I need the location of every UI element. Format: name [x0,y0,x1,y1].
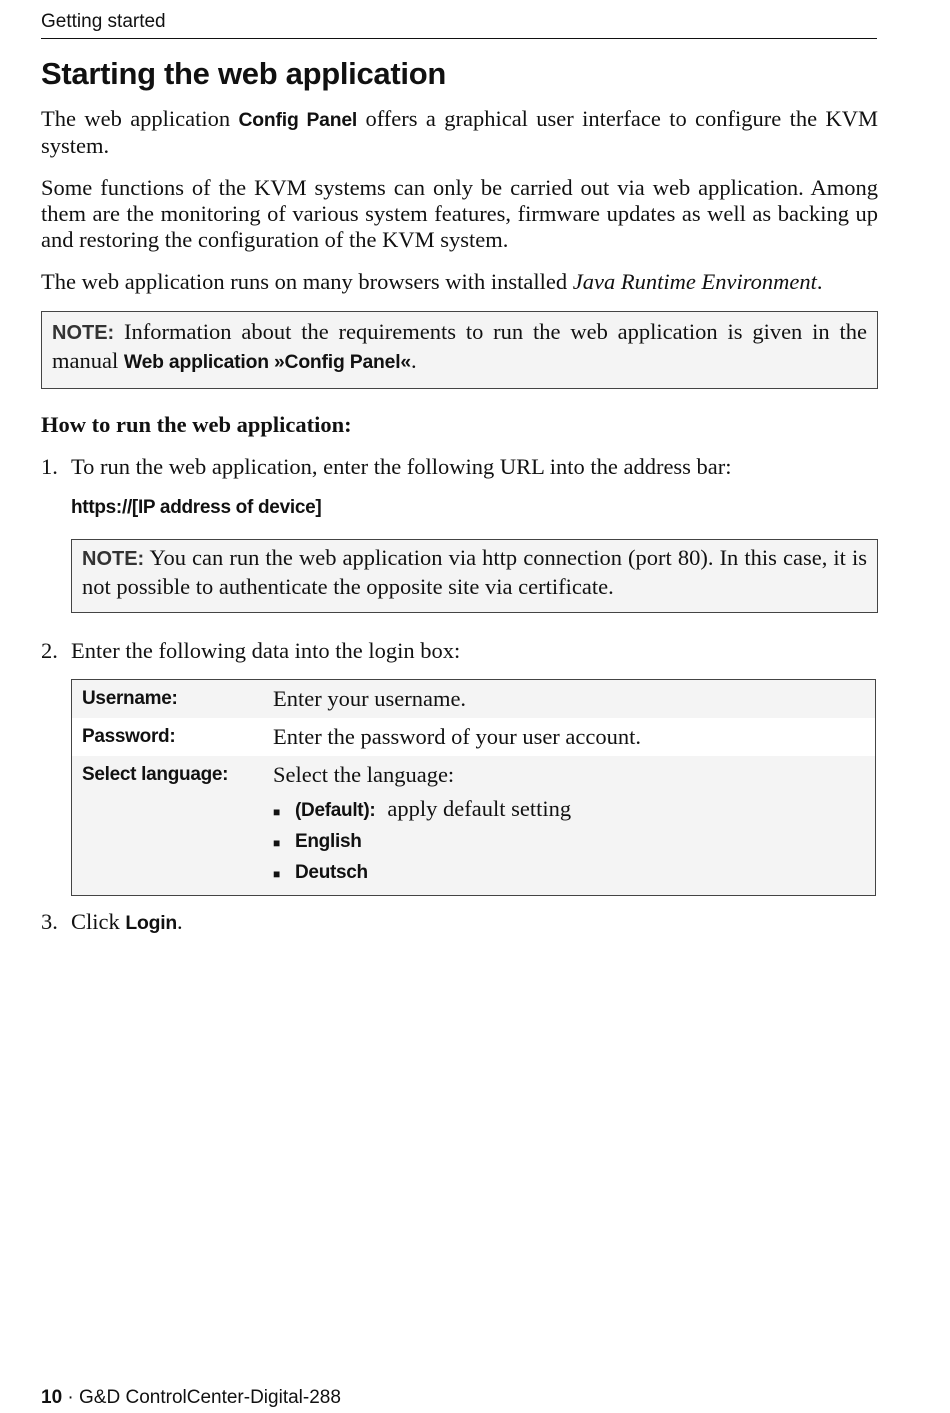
note-label: NOTE: [82,548,145,570]
page-footer: 10 · G&D ControlCenter-Digital-288 [41,1387,341,1408]
language-options [273,794,865,889]
step-number: 2. [41,638,58,663]
section-title: Getting started [41,11,166,32]
manual-reference: Web application »Config Panel« [123,351,411,373]
page-content [41,52,878,937]
step-text: Click Login. [71,909,183,934]
note-requirements: NOTE: Information about the requirements to run the web application is given in the manual Web application »Config Panel«. [41,311,878,389]
login-button-reference: Login [125,912,178,934]
product-name: G&D ControlCenter-Digital-288 [79,1387,341,1408]
note-label: NOTE: [52,322,115,344]
list-item: ■ Deutsch [273,858,865,889]
square-bullet-icon: ■ [273,867,281,881]
page-number: 10 [41,1387,63,1408]
language-description: Select the language: ■ (Default): apply default setting ■ English ■ Deutsch [273,760,865,891]
table-row-language [72,756,875,895]
list-item: ■ English [273,827,865,858]
username-description: Enter your username. [273,686,467,711]
intro-paragraph-2: Some functions of the KVM systems can only be carried out via web application. Among them are the monitoring of various system features, firmware updates as well as backing up and restoring the configuration of the KVM system. [41,175,878,252]
list-item: ■ (Default): apply default setting [273,794,865,827]
jre-term: Java Runtime Environment [572,269,817,294]
language-label: Select language: [82,764,229,785]
intro-paragraph-1: The web application Config Panel offers a graphical user interface to configure the KVM system. [41,106,878,158]
running-header [41,10,877,39]
note-http: NOTE: You can run the web application via http connection (port 80). In this case, it is not possible to authenticate the opposite site via certificate. [71,539,878,613]
square-bullet-icon: ■ [273,805,281,819]
device-url: https://[IP address of device] [71,497,322,518]
step-number: 1. [41,454,58,479]
step-number: 3. [41,909,58,934]
step-1 [41,453,878,481]
table-row-password [72,718,875,756]
password-description: Enter the password of your user account. [273,724,642,749]
table-row-username [72,680,875,718]
step-3 [41,908,878,937]
step-text: To run the web application, enter the following URL into the address bar: [71,454,732,479]
page-title: Starting the web application [41,56,446,91]
step-2 [41,637,878,665]
password-label: Password: [82,726,176,747]
app-name: Config Panel [238,109,358,131]
step-text: Enter the following data into the login box: [71,638,461,663]
howto-heading: How to run the web application: [41,412,352,437]
username-label: Username: [82,688,178,709]
intro-paragraph-3: The web application runs on many browsers with installed Java Runtime Environment. [41,269,823,294]
square-bullet-icon: ■ [273,836,281,850]
login-data-table [71,679,876,896]
